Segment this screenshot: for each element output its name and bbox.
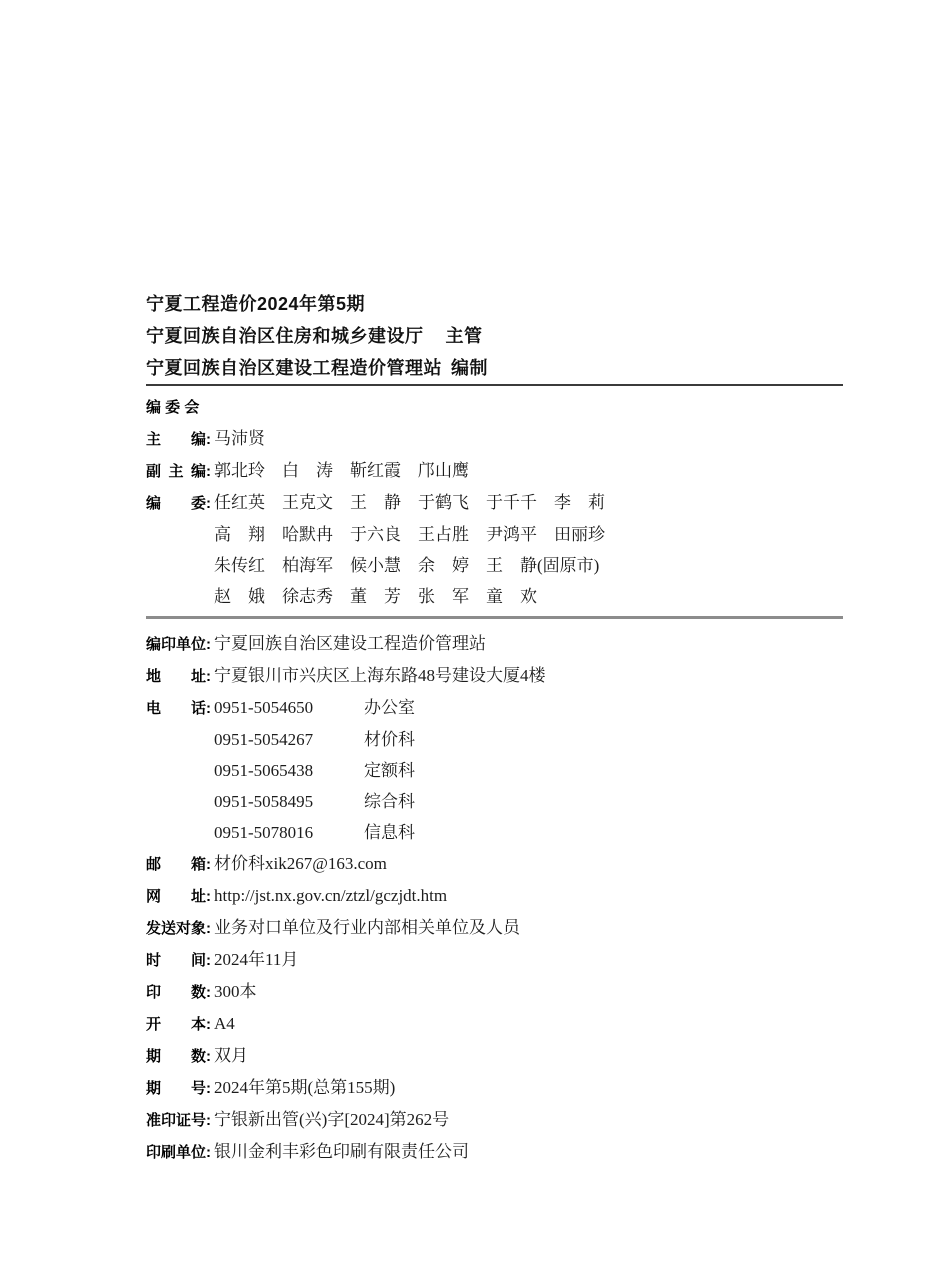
- label-colon: :: [206, 668, 211, 685]
- label-colon: :: [206, 431, 211, 448]
- member-names: 朱传红 柏海军 候小慧 余 婷 王 静(固原市): [214, 556, 600, 575]
- email-row: [146, 848, 843, 880]
- label-colon: :: [206, 1112, 211, 1129]
- print-count-row: [146, 976, 843, 1008]
- supervisor-role: 主管: [445, 326, 483, 346]
- members-row-2: [146, 519, 843, 550]
- divider-thin: [146, 384, 843, 386]
- distribution-row: [146, 912, 843, 944]
- phone-row-3: [146, 755, 843, 786]
- field-label: 网址: [146, 888, 206, 905]
- license-no-value: 宁银新出管(兴)字[2024]第262号: [214, 1110, 450, 1129]
- phone-number: 0951-5058495: [214, 792, 314, 811]
- print-count-value: 300本: [214, 982, 257, 1001]
- field-label: 副主编: [146, 463, 206, 480]
- address-row: [146, 660, 843, 692]
- field-label: 地址: [146, 668, 206, 685]
- phone-dept: 定额科: [364, 761, 415, 780]
- label-colon: :: [206, 888, 211, 905]
- field-label: 开本: [146, 1016, 206, 1033]
- format-row: [146, 1008, 843, 1040]
- deputy-editor-names: 郭北玲 白 涛 靳红霞 邝山鹰: [214, 461, 469, 480]
- member-names: 高 翔 哈默冉 于六良 王占胜 尹鸿平 田丽珍: [214, 525, 605, 544]
- license-no-row: [146, 1104, 843, 1136]
- phone-row-2: [146, 724, 843, 755]
- field-label: 印数: [146, 984, 206, 1001]
- phone-row-1: [146, 692, 843, 724]
- label-colon: :: [206, 856, 211, 873]
- phone-number: 0951-5054267: [214, 730, 314, 749]
- website-row: [146, 880, 843, 912]
- phone-row-4: [146, 786, 843, 817]
- field-label: 期号: [146, 1080, 206, 1097]
- field-label: 期数: [146, 1048, 206, 1065]
- frequency-value: 双月: [214, 1046, 248, 1065]
- members-row-3: [146, 550, 843, 581]
- label-colon: :: [206, 700, 211, 717]
- deputy-editors-row: [146, 455, 843, 487]
- format-value: A4: [214, 1014, 235, 1033]
- editorial-board-section: [146, 392, 843, 612]
- phone-number: 0951-5065438: [214, 761, 314, 780]
- phone-number: 0951-5054650: [214, 698, 314, 717]
- label-colon: :: [206, 1144, 211, 1161]
- phone-dept: 材价科: [364, 730, 415, 749]
- field-label: 准印证号: [146, 1112, 207, 1129]
- publisher-value: 宁夏回族自治区建设工程造价管理站: [214, 634, 486, 653]
- address-value: 宁夏银川市兴庆区上海东路48号建设大厦4楼: [214, 666, 546, 685]
- time-row: [146, 944, 843, 976]
- label-colon: :: [206, 1080, 211, 1097]
- phone-row-5: [146, 817, 843, 848]
- compiler-role: 编制: [451, 358, 488, 378]
- field-label: 发送对象: [146, 920, 207, 937]
- website-value: http://jst.nx.gov.cn/ztzl/gczjdt.htm: [214, 886, 448, 905]
- compiler-line: [146, 352, 843, 384]
- field-label: 印刷单位: [146, 1144, 207, 1161]
- frequency-row: [146, 1040, 843, 1072]
- email-value: 材价科xik267@163.com: [214, 854, 387, 873]
- colophon-content: [146, 288, 843, 1168]
- member-names: 赵 娥 徐志秀 董 芳 张 军 童 欢: [214, 587, 537, 606]
- label-colon: :: [206, 1016, 211, 1033]
- phone-number: 0951-5078016: [214, 823, 314, 842]
- label-colon: :: [206, 495, 211, 512]
- field-label: 电话: [146, 700, 206, 717]
- distribution-value: 业务对口单位及行业内部相关单位及人员: [214, 918, 520, 937]
- phone-dept: 办公室: [364, 698, 415, 717]
- members-row-4: [146, 581, 843, 612]
- label-colon: :: [206, 952, 211, 969]
- compiler-org: 宁夏回族自治区建设工程造价管理站: [146, 358, 442, 378]
- field-label: 时间: [146, 952, 206, 969]
- divider-thick: [146, 616, 843, 619]
- label-colon: :: [206, 1048, 211, 1065]
- issue-no-value: 2024年第5期(总第155期): [214, 1078, 396, 1097]
- label-colon: :: [206, 984, 211, 1001]
- printer-row: [146, 1136, 843, 1168]
- phone-dept: 信息科: [364, 823, 415, 842]
- field-label: 邮箱: [146, 856, 206, 873]
- journal-header: [146, 288, 843, 384]
- members-row-1: [146, 487, 843, 519]
- imprint-section: [146, 628, 843, 1168]
- editorial-board-title: 编 委 会: [146, 399, 200, 416]
- member-names: 任红英 王克文 王 静 于鹤飞 于千千 李 莉: [214, 493, 605, 512]
- journal-title: 宁夏工程造价2024年第5期: [146, 294, 366, 314]
- phone-dept: 综合科: [364, 792, 415, 811]
- printer-value: 银川金利丰彩色印刷有限责任公司: [214, 1142, 469, 1161]
- label-colon: :: [206, 463, 211, 480]
- field-label: 主编: [146, 431, 206, 448]
- issue-no-row: [146, 1072, 843, 1104]
- chief-editor-row: [146, 423, 843, 455]
- field-label: 编委: [146, 495, 206, 512]
- publisher-row: [146, 628, 843, 660]
- label-colon: :: [206, 920, 211, 937]
- label-colon: :: [206, 636, 211, 653]
- supervisor-line: [146, 320, 843, 352]
- supervisor-org: 宁夏回族自治区住房和城乡建设厅: [146, 326, 424, 346]
- time-value: 2024年11月: [214, 950, 299, 969]
- chief-editor-names: 马沛贤: [214, 429, 265, 448]
- field-label: 编印单位: [146, 636, 207, 653]
